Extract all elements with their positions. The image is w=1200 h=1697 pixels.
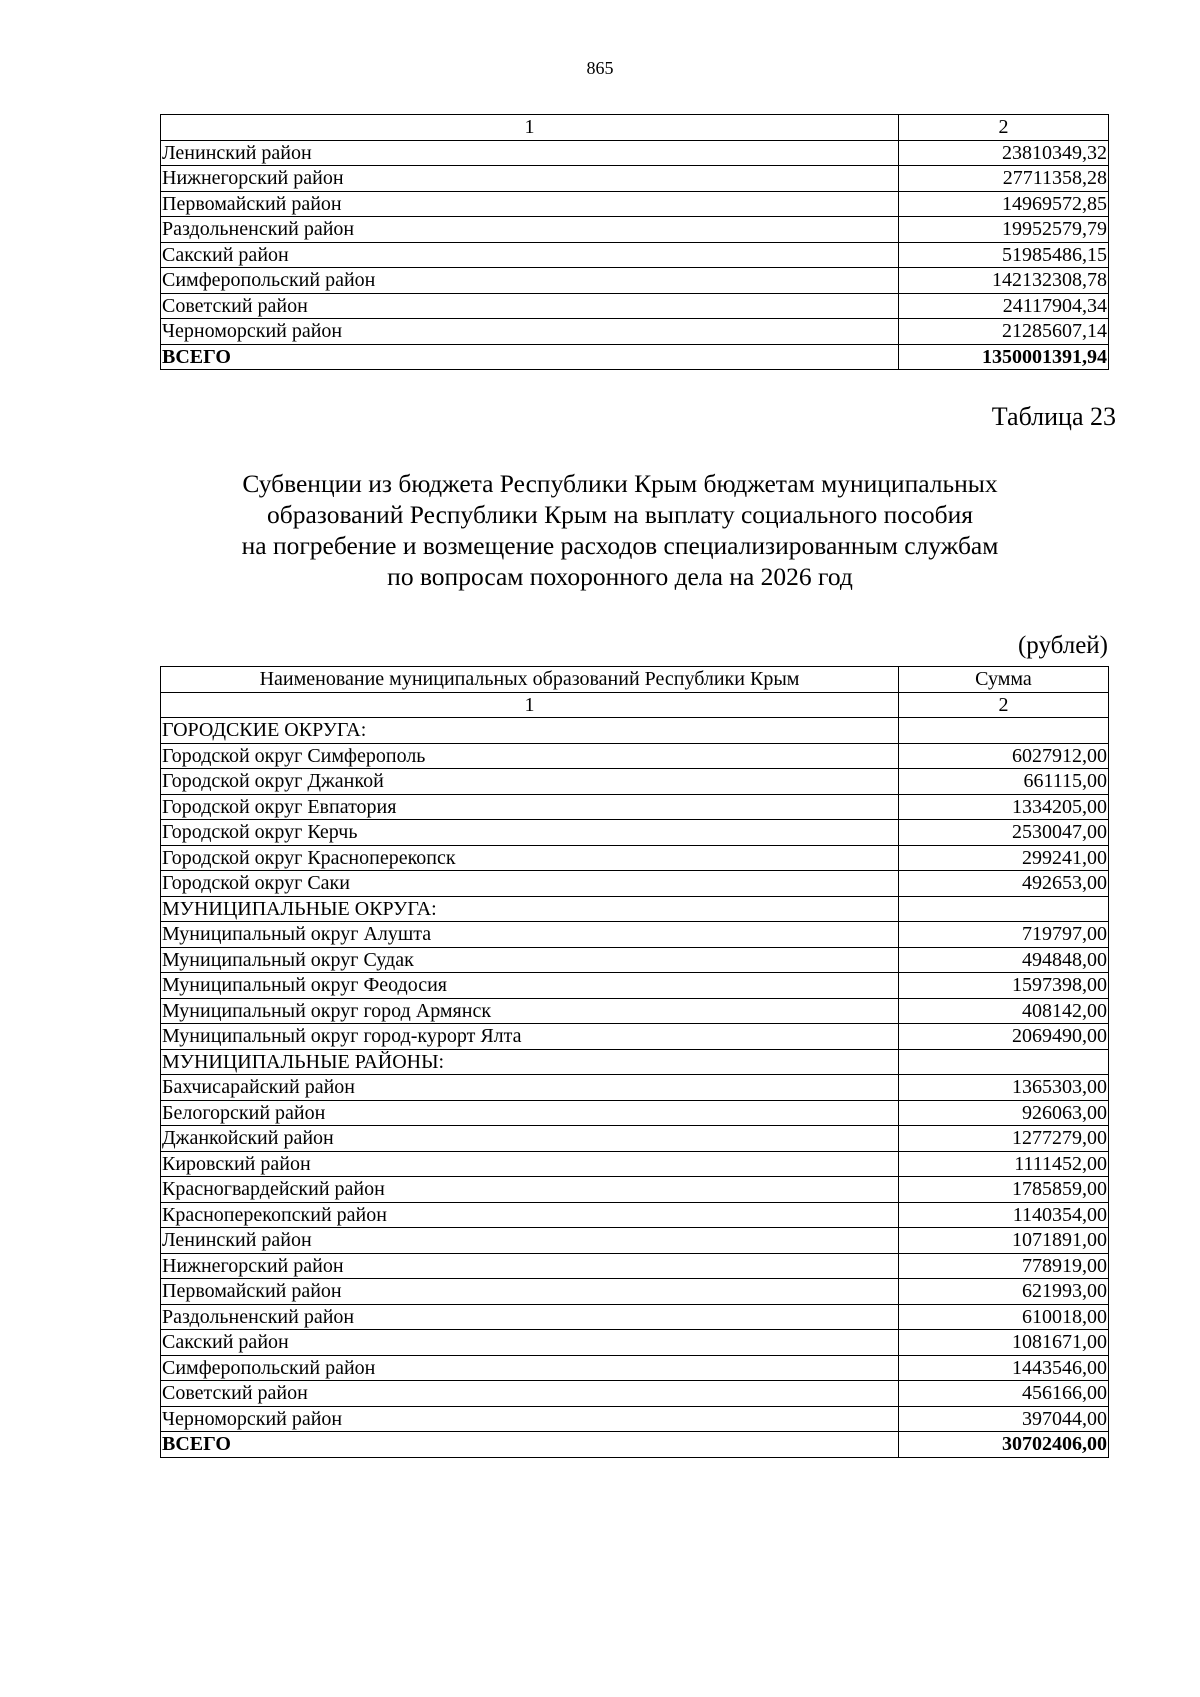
table-row [161, 1406, 1109, 1432]
table-label: Таблица 23 [991, 402, 1116, 431]
row-name: Красногвардейский район [161, 1177, 899, 1203]
row-name: МУНИЦИПАЛЬНЫЕ РАЙОНЫ: [161, 1049, 899, 1075]
row-amount: 142132308,78 [899, 268, 1109, 294]
table-row [161, 1126, 1109, 1152]
row-name: Советский район [161, 1381, 899, 1407]
row-amount: 397044,00 [899, 1406, 1109, 1432]
table-row [161, 268, 1109, 294]
caption-line: по вопросам похоронного дела на 2026 год [387, 562, 853, 591]
row-amount: 621993,00 [899, 1279, 1109, 1305]
row-amount: 719797,00 [899, 922, 1109, 948]
row-name: Муниципальный округ Судак [161, 947, 899, 973]
column-number-1: 1 [161, 692, 899, 718]
table-row [161, 191, 1109, 217]
row-amount: 21285607,14 [899, 319, 1109, 345]
row-name: Раздольненский район [161, 217, 899, 243]
row-name: Черноморский район [161, 319, 899, 345]
row-name: Городской округ Красноперекопск [161, 845, 899, 871]
row-amount: 6027912,00 [899, 743, 1109, 769]
row-amount: 1334205,00 [899, 794, 1109, 820]
table-row [161, 718, 1109, 744]
table-row [161, 922, 1109, 948]
row-amount: 456166,00 [899, 1381, 1109, 1407]
table-row [161, 319, 1109, 345]
table-row [161, 217, 1109, 243]
row-name: Муниципальный округ Феодосия [161, 973, 899, 999]
page-number: 865 [586, 58, 614, 78]
row-amount: 14969572,85 [899, 191, 1109, 217]
table-caption [140, 468, 1100, 592]
row-amount: 1081671,00 [899, 1330, 1109, 1356]
row-name: Советский район [161, 293, 899, 319]
row-name: Нижнегорский район [161, 166, 899, 192]
row-name: Ленинский район [161, 1228, 899, 1254]
table-row [161, 1381, 1109, 1407]
row-name: Кировский район [161, 1151, 899, 1177]
table-row [161, 1253, 1109, 1279]
total-row [161, 1432, 1109, 1458]
row-amount: 1597398,00 [899, 973, 1109, 999]
table-row [161, 794, 1109, 820]
table-row [161, 998, 1109, 1024]
row-name: Муниципальный округ город Армянск [161, 998, 899, 1024]
table-row [161, 871, 1109, 897]
header-amount: Сумма [899, 667, 1109, 693]
row-name: Симферопольский район [161, 1355, 899, 1381]
row-amount: 661115,00 [899, 769, 1109, 795]
table-row [161, 820, 1109, 846]
row-name: Симферопольский район [161, 268, 899, 294]
row-name: Городской округ Саки [161, 871, 899, 897]
row-name: Белогорский район [161, 1100, 899, 1126]
row-amount: 24117904,34 [899, 293, 1109, 319]
table-row [161, 140, 1109, 166]
row-amount: 51985486,15 [899, 242, 1109, 268]
row-name: Джанкойский район [161, 1126, 899, 1152]
table-row [161, 1100, 1109, 1126]
table-row [161, 845, 1109, 871]
table-row [161, 769, 1109, 795]
row-amount: 492653,00 [899, 871, 1109, 897]
row-name: Городской округ Евпатория [161, 794, 899, 820]
table-row [161, 1355, 1109, 1381]
caption-line: на погребение и возмещение расходов специализированным службам [241, 531, 999, 560]
subventions-table [160, 666, 1109, 1458]
total-amount: 30702406,00 [899, 1432, 1109, 1458]
row-name: Сакский район [161, 242, 899, 268]
row-name: ГОРОДСКИЕ ОКРУГА: [161, 718, 899, 744]
row-name: Бахчисарайский район [161, 1075, 899, 1101]
table-row [161, 947, 1109, 973]
header-name: Наименование муниципальных образований Республики Крым [161, 667, 899, 693]
total-label: ВСЕГО [161, 344, 899, 370]
table-row [161, 1151, 1109, 1177]
table-row [161, 1279, 1109, 1305]
row-name: Черноморский район [161, 1406, 899, 1432]
row-name: Ленинский район [161, 140, 899, 166]
row-amount: 1785859,00 [899, 1177, 1109, 1203]
row-amount [899, 718, 1109, 744]
table-row [161, 743, 1109, 769]
total-amount: 1350001391,94 [899, 344, 1109, 370]
row-amount [899, 1049, 1109, 1075]
table-row [161, 896, 1109, 922]
column-number-row [161, 115, 1109, 141]
row-amount: 1365303,00 [899, 1075, 1109, 1101]
row-name: Муниципальный округ Алушта [161, 922, 899, 948]
total-label: ВСЕГО [161, 1432, 899, 1458]
column-number-row [161, 692, 1109, 718]
row-name: Сакский район [161, 1330, 899, 1356]
row-name: Первомайский район [161, 1279, 899, 1305]
row-amount: 610018,00 [899, 1304, 1109, 1330]
table-row [161, 1024, 1109, 1050]
table-row [161, 1330, 1109, 1356]
row-amount: 1277279,00 [899, 1126, 1109, 1152]
row-amount: 494848,00 [899, 947, 1109, 973]
row-amount: 2069490,00 [899, 1024, 1109, 1050]
table-row [161, 1075, 1109, 1101]
table-row [161, 1228, 1109, 1254]
table-row [161, 242, 1109, 268]
table-row [161, 973, 1109, 999]
header-row [161, 667, 1109, 693]
row-name: Городской округ Керчь [161, 820, 899, 846]
row-name: Первомайский район [161, 191, 899, 217]
row-amount: 1071891,00 [899, 1228, 1109, 1254]
row-amount: 1443546,00 [899, 1355, 1109, 1381]
row-name: Красноперекопский район [161, 1202, 899, 1228]
row-amount: 778919,00 [899, 1253, 1109, 1279]
row-name: Раздольненский район [161, 1304, 899, 1330]
caption-line: образований Республики Крым на выплату социального пособия [266, 500, 974, 529]
table-row [161, 1304, 1109, 1330]
row-amount: 1140354,00 [899, 1202, 1109, 1228]
row-name: Нижнегорский район [161, 1253, 899, 1279]
caption-line: Субвенции из бюджета Республики Крым бюджетам муниципальных [242, 469, 998, 498]
table-row [161, 293, 1109, 319]
column-number-2: 2 [899, 115, 1109, 141]
row-name: МУНИЦИПАЛЬНЫЕ ОКРУГА: [161, 896, 899, 922]
table-row [161, 1202, 1109, 1228]
row-amount [899, 896, 1109, 922]
row-name: Городской округ Симферополь [161, 743, 899, 769]
total-row [161, 344, 1109, 370]
units-label: (рублей) [1017, 632, 1108, 659]
row-amount: 19952579,79 [899, 217, 1109, 243]
row-amount: 926063,00 [899, 1100, 1109, 1126]
table-row [161, 1177, 1109, 1203]
continued-table [160, 114, 1109, 370]
row-amount: 299241,00 [899, 845, 1109, 871]
table-row [161, 1049, 1109, 1075]
row-name: Городской округ Джанкой [161, 769, 899, 795]
table-row [161, 166, 1109, 192]
row-amount: 2530047,00 [899, 820, 1109, 846]
row-name: Муниципальный округ город-курорт Ялта [161, 1024, 899, 1050]
row-amount: 23810349,32 [899, 140, 1109, 166]
row-amount: 27711358,28 [899, 166, 1109, 192]
row-amount: 408142,00 [899, 998, 1109, 1024]
column-number-1: 1 [161, 115, 899, 141]
column-number-2: 2 [899, 692, 1109, 718]
row-amount: 1111452,00 [899, 1151, 1109, 1177]
